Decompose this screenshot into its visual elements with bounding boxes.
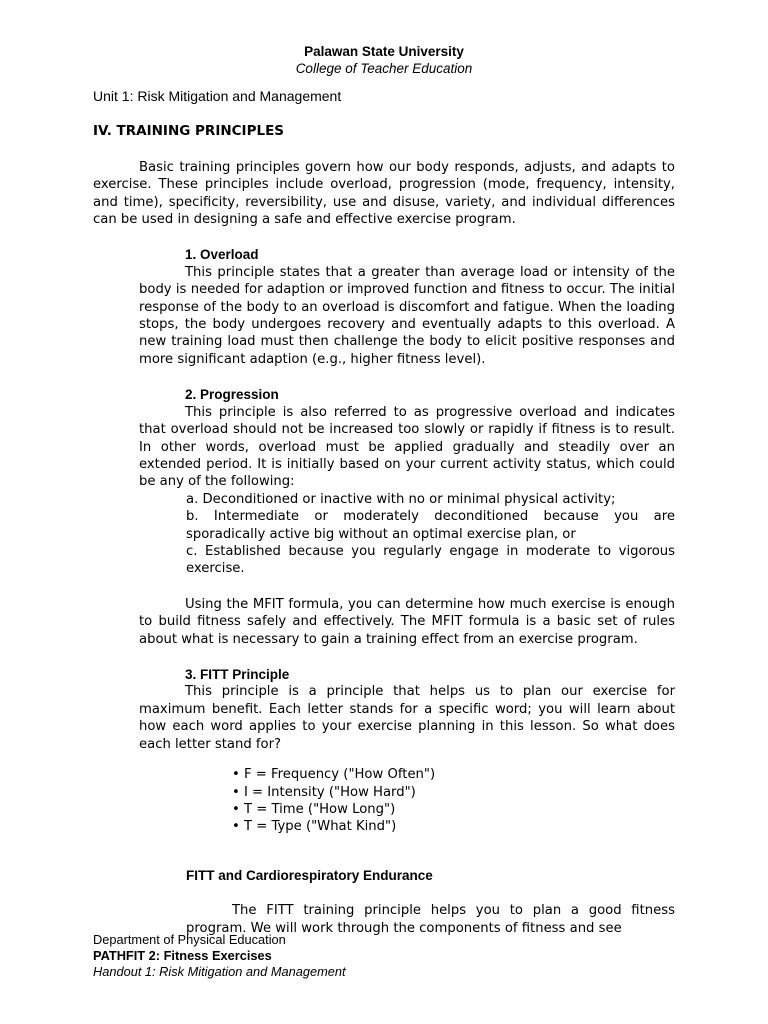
intro-paragraph: Basic training principles govern how our body responds, adjusts, and adapts to exercise. These principles include overload, progression (mode, frequency, intensity, and time), specificity, reversibility, use and disuse, variety, and individual differences can be used in designing a safe and effective exercise program. (93, 159, 675, 228)
footer-department: Department of Physical Education (93, 932, 286, 947)
mfit-section (139, 596, 675, 648)
progression-list (186, 491, 675, 578)
fitt-heading: 3. FITT Principle (185, 666, 290, 682)
fitt-cardio-paragraph: The FITT training principle helps you to plan a good fitness program. We will work through the components of fitness and see (186, 903, 675, 936)
overload-heading: 1. Overload (185, 247, 259, 263)
unit-title: Unit 1: Risk Mitigation and Management (93, 88, 342, 104)
university-name: Palawan State University (304, 44, 464, 59)
mfit-paragraph: Using the MFIT formula, you can determine how much exercise is enough to build fitness safely and effectively. The MFIT formula is a basic set of rules about what is necessary to gain a training effect from an exercise program. (139, 596, 675, 647)
college-name: College of Teacher Education (295, 61, 473, 76)
fitt-section (139, 666, 675, 753)
footer-course: PATHFIT 2: Fitness Exercises (93, 948, 272, 963)
list-item: • F = Frequency ("How Often") (232, 767, 436, 783)
list-item: • T = Type ("What Kind") (232, 819, 397, 835)
progression-section (139, 386, 675, 490)
fitt-cardio-heading: FITT and Cardiorespiratory Endurance (186, 868, 433, 883)
fitt-paragraph: This principle is a principle that helps us to plan our exercise for maximum benefit. Each letter stands for a specific word; you will learn about how each word applies to your exercise planning in this lesson. So what does each letter stand for? (139, 684, 675, 752)
footer-handout: Handout 1: Risk Mitigation and Management (93, 964, 346, 979)
list-item: c. Established because you regularly engage in moderate to vigorous exercise. (186, 543, 675, 577)
document-header (0, 43, 768, 77)
progression-heading: 2. Progression (185, 387, 279, 403)
document-footer (93, 932, 346, 980)
list-item: • I = Intensity ("How Hard") (232, 784, 416, 800)
section-title: IV. TRAINING PRINCIPLES (93, 123, 285, 140)
list-item: • T = Time ("How Long") (232, 802, 396, 817)
fitt-bullet-list (232, 766, 675, 836)
list-item: a. Deconditioned or inactive with no or minimal physical activity; (186, 491, 616, 507)
overload-paragraph: This principle states that a greater than average load or intensity of the body is needed for adaption or improved function and fitness to occur. The initial response of the body to an overload is discomfort and fatigue. When the loading stops, the body undergoes recovery and eventually adapts to this overload. A new training load must then challenge the body to elicit positive responses and more significant adaption (e.g., higher fitness level). (139, 264, 675, 367)
progression-paragraph: This principle is also referred to as progressive overload and indicates that overload should not be increased too slowly or rapidly if fitness is to result. In other words, overload must be applied gradually and steadily over an extended period. It is initially based on your current activity status, which could be any of the following: (139, 404, 675, 490)
overload-section (139, 246, 675, 368)
document-body (93, 88, 675, 937)
list-item: b. Intermediate or moderately deconditioned because you are sporadically active big without an optimal exercise plan, or (186, 509, 675, 542)
